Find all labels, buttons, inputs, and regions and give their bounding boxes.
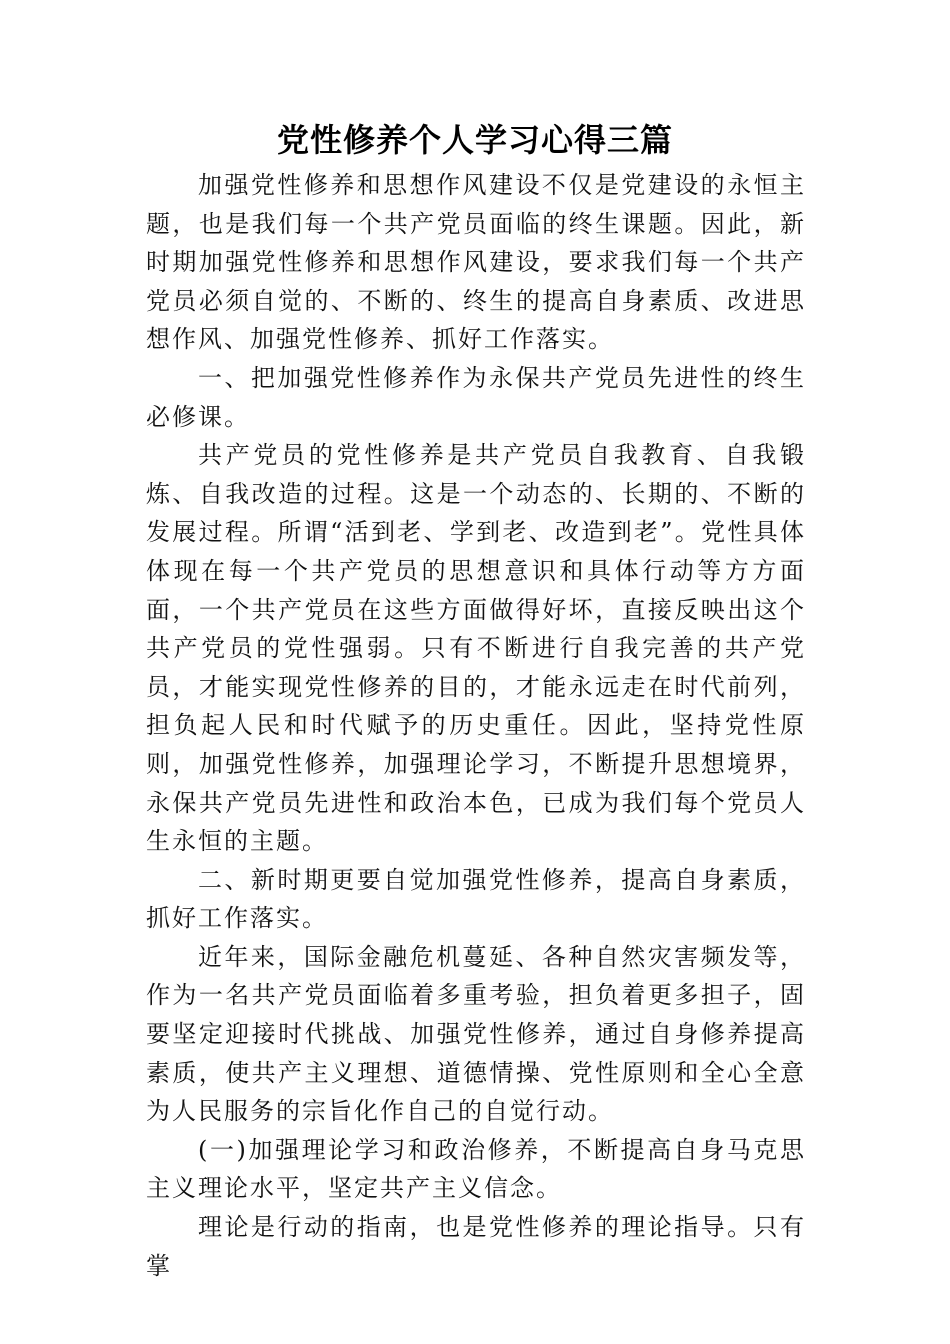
paragraph-subsection-1: 理论是行动的指南，也是党性修养的理论指导。只有掌 [146, 1213, 806, 1280]
paragraph-section-1: 共产党员的党性修养是共产党员自我教育、自我锻炼、自我改造的过程。这是一个动态的、长期的、不断的发展过程。所谓“活到老、学到老、改造到老”。党性具体体现在每一个共产党员的思想意识和具体行动等方方面面，一个共产党员在这些方面做得好坏，直接反映出这个共产党员的党性强弱。只有不断进行自我完善的共产党员，才能实现党性修养的目的，才能永远走在时代前列，担负起人民和时代赋予的历史重任。因此，坚持党性原则，加强党性修养，加强理论学习，不断提升思想境界，永保共产党员先进性和政治本色，已成为我们每个党员人生永恒的主题。 [146, 441, 806, 856]
subsection-heading-1: (一)加强理论学习和政治修养，不断提高自身马克思主义理论水平，坚定共产主义信念。 [146, 1135, 806, 1203]
paragraph-intro: 加强党性修养和思想作风建设不仅是党建设的永恒主题，也是我们每一个共产党员面临的终生课题。因此，新时期加强党性修养和思想作风建设，要求我们每一个共产党员必须自觉的、不断的、终生的提高自身素质、改进思想作风、加强党性修养、抓好工作落实。 [146, 171, 806, 354]
document-body [146, 166, 806, 1285]
section-heading-1: 一、把加强党性修养作为永保共产党员先进性的终生必修课。 [146, 363, 806, 431]
section-heading-2: 二、新时期更要自觉加强党性修养，提高自身素质，抓好工作落实。 [146, 865, 806, 933]
document-title: 党性修养个人学习心得三篇 [276, 121, 673, 159]
paragraph-section-2: 近年来，国际金融危机蔓延、各种自然灾害频发等，作为一名共产党员面临着多重考验，担负着更多担子，固要坚定迎接时代挑战、加强党性修养，通过自身修养提高素质，使共产主义理想、道德情操、党性原则和全心全意为人民服务的宗旨化作自己的自觉行动。 [146, 942, 806, 1126]
